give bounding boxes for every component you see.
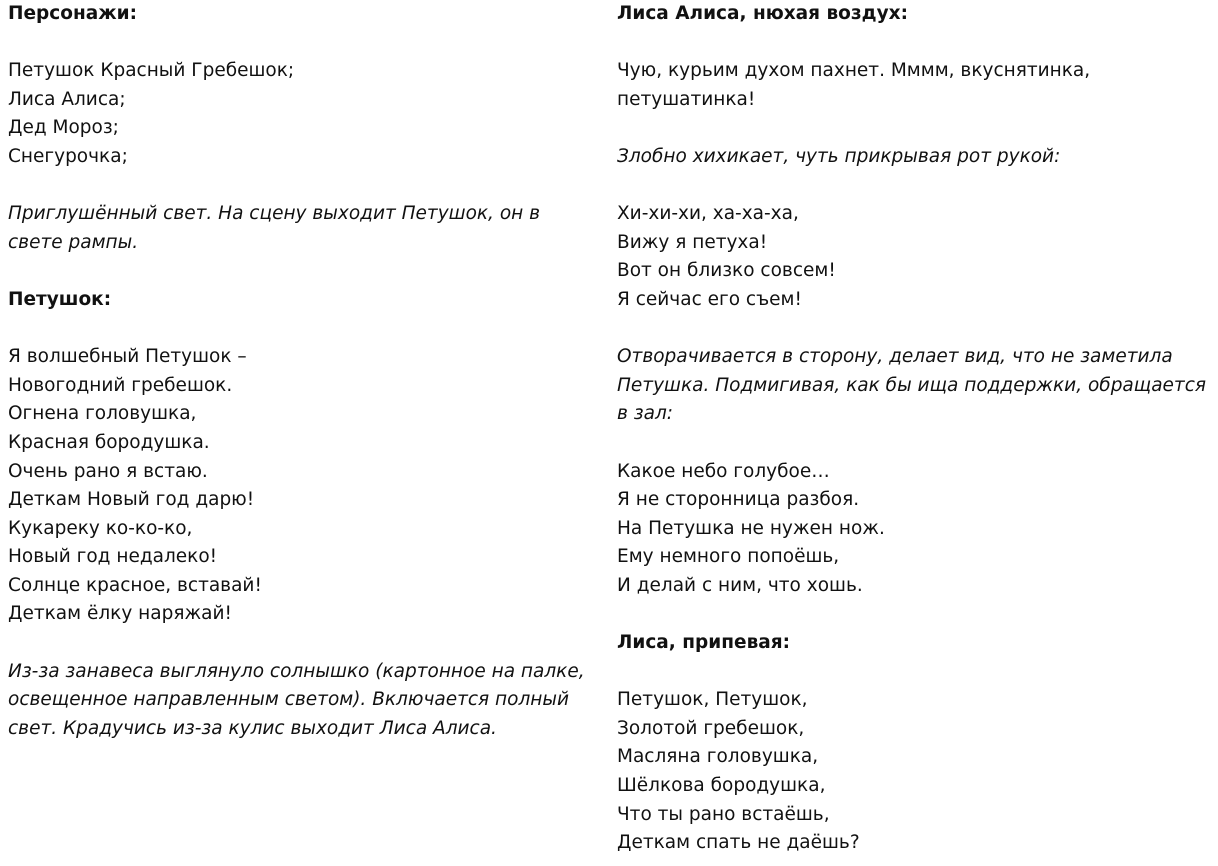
script-line: Золотой гребешок,	[617, 717, 805, 739]
stage-direction-line: Петушка. Подмигивая, как бы ища поддержки, обращается	[617, 374, 1206, 396]
script-line: И делай с ним, что хошь.	[617, 574, 863, 596]
blank-line	[617, 114, 1215, 143]
script-line: Какое небо голубое…	[617, 460, 830, 482]
stage-direction-line: Отворачивается в сторону, делает вид, что не заметила	[617, 346, 1173, 368]
blank-line	[617, 172, 1215, 201]
script-line: Новогодний гребешок.	[8, 374, 233, 396]
script-line: Петушок Красный Гребешок;	[8, 60, 295, 82]
stage-direction-line: Из-за занавеса выглянуло солнышко (картонное на палке,	[8, 660, 585, 682]
speaker-heading: Петушок:	[8, 288, 112, 310]
script-line: Я не сторонница разбоя.	[617, 489, 860, 511]
script-line: Красная бородушка.	[8, 431, 210, 453]
script-line: Петушок, Петушок,	[617, 689, 808, 711]
script-line: Хи-хи-хи, ха-ха-ха,	[617, 203, 799, 225]
blank-line	[8, 257, 598, 286]
stage-direction-line: освещенное направленным светом). Включается полный	[8, 689, 570, 711]
script-line: Вижу я петуха!	[617, 231, 768, 253]
script-line: Я сейчас его съем!	[617, 288, 802, 310]
left-column	[8, 0, 598, 743]
script-line: Новый год недалеко!	[8, 546, 218, 568]
speaker-heading: Персонажи:	[8, 3, 137, 24]
blank-line	[8, 315, 598, 344]
script-line: Вот он близко совсем!	[617, 260, 836, 282]
script-line: Кукареку ко-ко-ко,	[8, 517, 193, 539]
script-line: Масляна головушка,	[617, 746, 819, 768]
stage-direction-line: свете рампы.	[8, 231, 139, 253]
blank-line	[617, 600, 1215, 629]
blank-line	[617, 658, 1215, 687]
script-line: петушатинка!	[617, 88, 756, 110]
speaker-heading: Лиса, припевая:	[617, 632, 791, 654]
blank-line	[8, 629, 598, 658]
script-line: Что ты рано встаёшь,	[617, 803, 830, 825]
stage-direction-line: свет. Крадучись из-за кулис выходит Лиса Алиса.	[8, 717, 497, 739]
script-line: Чую, курьим духом пахнет. Мммм, вкуснятинка,	[617, 60, 1091, 82]
script-line: На Петушка не нужен нож.	[617, 517, 885, 539]
script-line: Снегурочка;	[8, 145, 128, 167]
blank-line	[617, 29, 1215, 58]
script-line: Я волшебный Петушок –	[8, 346, 247, 368]
script-line: Деткам спать не даёшь?	[617, 832, 860, 854]
script-line: Дед Мороз;	[8, 117, 119, 139]
blank-line	[617, 315, 1215, 344]
script-line: Деткам Новый год дарю!	[8, 489, 255, 511]
right-column	[617, 0, 1215, 858]
script-line: Очень рано я встаю.	[8, 460, 208, 482]
script-line: Ему немного попоёшь,	[617, 546, 840, 568]
script-line: Огнена головушка,	[8, 403, 197, 425]
stage-direction-line: в зал:	[617, 403, 674, 425]
blank-line	[8, 29, 598, 58]
blank-line	[8, 172, 598, 201]
script-line: Шёлкова бородушка,	[617, 775, 826, 797]
script-line: Солнце красное, вставай!	[8, 574, 262, 596]
script-line: Лиса Алиса;	[8, 88, 126, 110]
speaker-heading: Лиса Алиса, нюхая воздух:	[617, 3, 908, 24]
blank-line	[617, 429, 1215, 458]
script-line: Деткам ёлку наряжай!	[8, 603, 232, 625]
stage-direction-line: Злобно хихикает, чуть прикрывая рот рукой:	[617, 145, 1061, 167]
stage-direction-line: Приглушённый свет. На сцену выходит Петушок, он в	[8, 203, 541, 225]
